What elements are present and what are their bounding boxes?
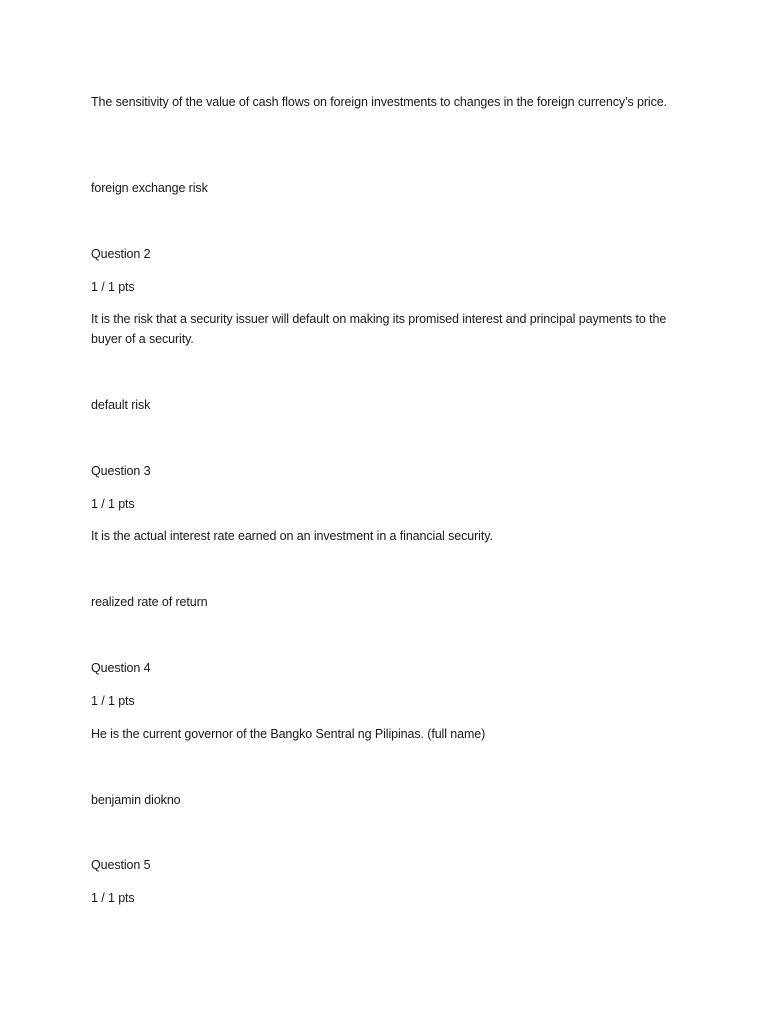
answer-text: default risk xyxy=(91,398,151,412)
answer-text: foreign exchange risk xyxy=(91,181,208,195)
answer-text: benjamin diokno xyxy=(91,793,181,807)
answer-text: realized rate of return xyxy=(91,595,208,609)
points-label: 1 / 1 pts xyxy=(91,694,135,708)
points-label: 1 / 1 pts xyxy=(91,280,135,294)
document-page xyxy=(91,0,691,1024)
question-text: He is the current governor of the Bangko Sentral ng Pilipinas. (full name) xyxy=(91,727,486,741)
question-header: Question 3 xyxy=(91,464,151,478)
question-text: It is the risk that a security issuer will default on making its promised interest and principal payments to the buyer of a security. xyxy=(91,312,667,346)
points-label: 1 / 1 pts xyxy=(91,497,135,511)
question-header: Question 5 xyxy=(91,858,151,872)
question-text: The sensitivity of the value of cash flows on foreign investments to changes in the foreign currency’s price. xyxy=(91,95,667,109)
question-header: Question 4 xyxy=(91,661,151,675)
points-label: 1 / 1 pts xyxy=(91,891,135,905)
question-header: Question 2 xyxy=(91,247,151,261)
question-text: It is the actual interest rate earned on an investment in a financial security. xyxy=(91,529,493,543)
